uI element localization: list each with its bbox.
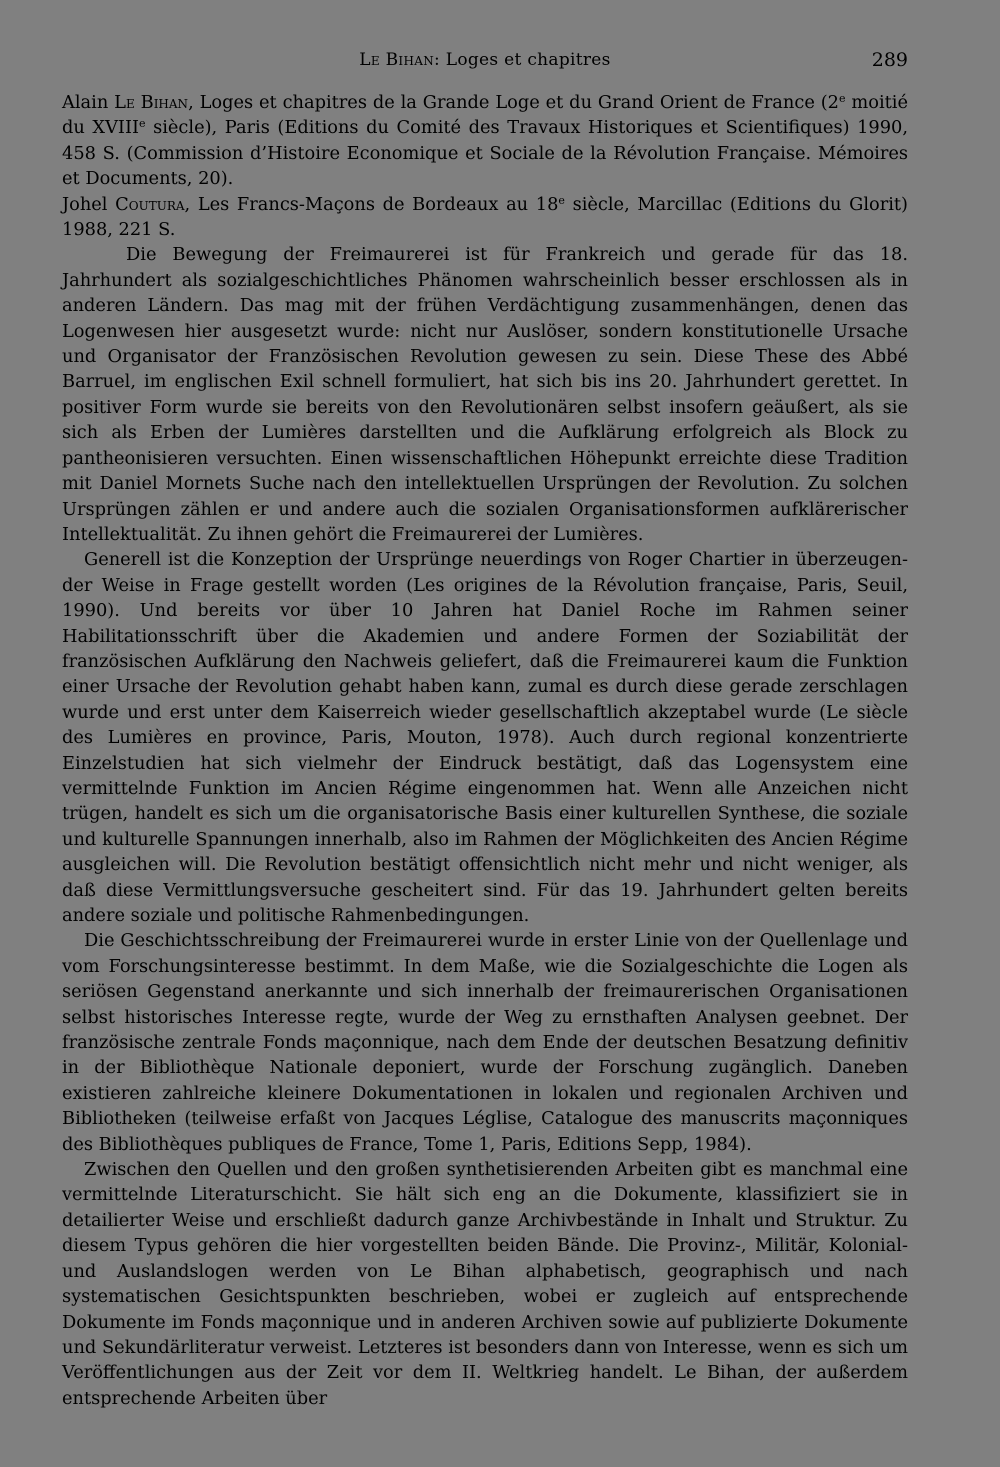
- bibliography-text: siècle), Paris (Editions du Comité des Travaux Historiques et Scientifiques) 1990, 458 S. (Commission d’Histoire Economique et Sociale de la Révolution Française. Mémoires et Documents, 20).: [62, 117, 909, 190]
- bibliography-first-name: Johel: [62, 193, 108, 215]
- body-paragraph: Generell ist die Konzeption der Ursprünge neuerdings von Roger Chartier in überzeugender Weise in Frage gestellt worden (Les origines de la Révolution française, Paris, Seuil, 1990). Und bereits vor über 10 Jahren hat Daniel Roche im Rahmen seiner Habilitationsschrift über die Akademien und andere Formen der Soziabilität der französischen Aufklärung den Nachweis geliefert, daß die Freimaurerei kaum die Funktion einer Ursache der Revolution gehabt haben kann, zumal es durch diese gerade zerschlagen wurde und erst unter dem Kaiserreich wieder gesellschaftlich akzeptabel wurde (Le siècle des Lumières en province, Paris, Mouton, 1978). Auch durch regional konzentrierte Einzelstudien hat sich vielmehr der Eindruck bestätigt, daß das Logensystem eine vermittelnde Funktion im Ancien Régime eingenommen hat. Wenn alle Anzeichen nicht trügen, handelt es sich um die organisatorische Basis einer kulturellen Synthese, die soziale und kulturelle Spannungen innerhalb, also im Rahmen der Möglichkeiten des Ancien Régime ausgleichen will. Die Revolution bestätigt offensichtlich nicht mehr und nicht weniger, als daß diese Vermittlungsversuche gescheitert sind. Für das 19. Jahrhundert gelten bereits andere soziale und politische Rahmenbedingungen.: [62, 549, 908, 926]
- bibliography-text: , Loges et chapitres de la Grande Loge et du Grand Orient de France (2: [188, 92, 839, 113]
- bibliography-superscript: e: [558, 193, 565, 207]
- bibliography-surname: Le Bihan: [114, 92, 189, 113]
- bibliography-superscript: e: [838, 92, 846, 105]
- bibliography-first-name: Alain: [62, 92, 109, 113]
- review-body: [62, 90, 908, 1411]
- running-head-title: [62, 40, 908, 80]
- bibliography-entry-coutura: [62, 192, 908, 243]
- body-paragraph: Die Geschichtsschreibung der Freimaurerei wurde in erster Linie von der Quellenlage und vom Forschungsinteresse bestimmt. In dem Maße, wie die Sozialgeschichte die Logen als seriösen Gegenstand anerkannte und sich innerhalb der freimaurerischen Organisationen selbst historisches Interesse regte, wurde der Weg zu ernsthaften Analysen geebnet. Der französische zentrale Fonds maçonnique, nach dem Ende der deutschen Besatzung definitiv in der Bibliothèque Nationale deponiert, wurde der Forschung zugänglich. Daneben existieren zahlreiche kleinere Dokumentationen in lokalen und regionalen Archiven und Bibliotheken (teilweise erfaßt von Jacques Léglise, Catalogue des manuscrits maçonniques des Bibliothèques publiques de France, Tome 1, Paris, Editions Sepp, 1984).: [62, 930, 908, 1155]
- body-paragraph: Zwischen den Quellen und den großen synthetisierenden Arbeiten gibt es manchmal eine vermittelnde Literaturschicht. Sie hält sich eng an die Dokumente, klassifiziert sie in detailierter Weise und erschließt dadurch ganze Archivbestände in Inhalt und Struktur. Zu diesem Typus gehören die hier vorgestellten beiden Bände. Die Provinz-, Militär, Kolonial- und Auslandslogen werden von Le Bihan alphabetisch, geographisch und nach systematischen Gesichtspunkten beschrieben, wobei er zugleich auf entsprechende Dokumente im Fonds maçonnique und in anderen Archiven sowie auf publizierte Dokumente und Sekundärliteratur verweist. Letzteres ist besonders dann von Interesse, wenn es sich um Veröffentlichungen aus der Zeit vor dem II. Weltkrieg handelt. Le Bihan, der außerdem entsprechende Arbeiten über: [62, 1159, 908, 1409]
- bibliography-text: moitié du XVIII: [62, 92, 908, 139]
- bibliography-entry-le-bihan: [62, 90, 908, 192]
- bibliography-text: , Les Francs-Maçons de Bordeaux au 18: [184, 193, 559, 215]
- page-number: 289: [871, 49, 908, 71]
- bibliography-text: siècle, Marcillac (Editions du Glorit) 1988, 221 S.: [62, 193, 908, 241]
- bibliography-superscript: e: [139, 117, 146, 131]
- running-head-author: Le Bihan: [359, 50, 434, 70]
- running-head-title-rest: : Loges et chapitres: [434, 50, 611, 70]
- body-paragraph: Die Bewegung der Freimaurerei ist für Frankreich und gerade für das 18. Jahrhundert als sozialgeschichtliches Phänomen wahrscheinlich besser erschlossen als in anderen Ländern. Das mag mit der frühen Verdächtigung zusammenhängen, denen das Logenwesen hier ausgesetzt wurde: nicht nur Auslöser, sondern konstitutionelle Ursache und Organisator der Französischen Revolution gewesen zu sein. Diese These des Abbé Barruel, im englischen Exil schnell formuliert, hat sich bis ins 20. Jahrhundert gerettet. In positiver Form wurde sie bereits von den Revolutionären selbst insofern geäußert, als sie sich als Erben der Lumières darstellten und die Aufklärung erfolgreich als Block zu pantheonisieren versuchten. Einen wissenschaftlichen Höhepunkt erreichte diese Tradition mit Daniel Mornets Suche nach den intellektuellen Ursprüngen der Revolution. Zu solchen Ursprüngen zählen er und andere auch die sozialen Organisationsformen aufklärerischer Intellektualität. Zu ihnen gehört die Freimaurerei der Lumières.: [62, 244, 908, 545]
- bibliography-surname: Coutura: [115, 193, 185, 215]
- book-page: [62, 40, 908, 1440]
- running-head: [62, 40, 908, 80]
